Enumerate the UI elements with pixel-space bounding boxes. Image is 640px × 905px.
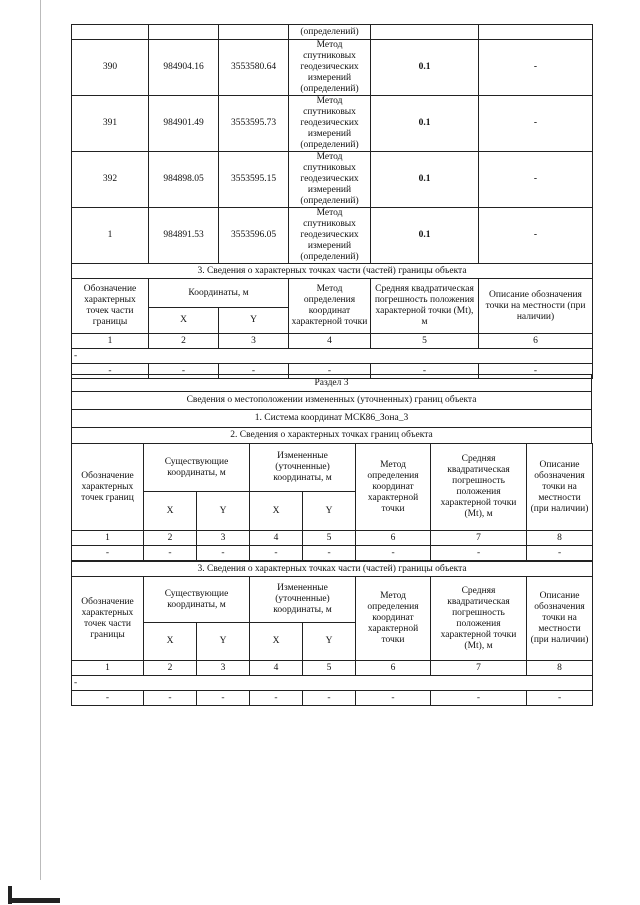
col-number: 5 (303, 661, 356, 676)
table-row (72, 152, 593, 208)
empty-cell: - (303, 691, 356, 706)
header-y: Y (219, 308, 289, 334)
header-y: Y (197, 623, 250, 661)
table-row (72, 208, 593, 264)
empty-cell: - (219, 364, 289, 379)
section-title: 3. Сведения о характерных точках части (частей) границы объекта (72, 562, 593, 577)
header-description: Описание обозначения точки на местности (при наличии) (527, 577, 593, 661)
empty-cell: - (479, 364, 593, 379)
part-boundary-points-table (71, 561, 593, 706)
col-number: 2 (144, 531, 197, 546)
coord-y: 3553595.15 (219, 152, 289, 208)
empty-cell: - (527, 546, 593, 561)
header-accuracy: Средняя квадратическая погрешность положения характерной точки (Mt), м (371, 279, 479, 334)
table-row (72, 25, 593, 40)
accuracy: 0.1 (371, 152, 479, 208)
empty-cell: - (356, 691, 431, 706)
header-description: Описание обозначения точки на местности (при наличии) (479, 279, 593, 334)
header-row (72, 444, 593, 492)
accuracy: 0.1 (371, 40, 479, 96)
empty-cell: - (72, 546, 144, 561)
description: - (479, 40, 593, 96)
part-label: - (72, 349, 593, 364)
razdel-header-table (71, 374, 592, 444)
empty-cell: - (431, 691, 527, 706)
description (479, 25, 593, 40)
header-row (72, 577, 593, 623)
method: (определений) (289, 25, 371, 40)
col-number: 5 (303, 531, 356, 546)
description: - (479, 208, 593, 264)
empty-cell: - (431, 546, 527, 561)
method: Метод спутниковых геодезических измерений (определений) (289, 40, 371, 96)
header-description: Описание обозначения точки на местности (при наличии) (527, 444, 593, 531)
header-y: Y (303, 492, 356, 531)
coord-x: 984891.53 (149, 208, 219, 264)
col-number: 6 (356, 661, 431, 676)
header-method: Метод определения координат характерной точки (356, 577, 431, 661)
razdel-row (72, 375, 592, 392)
coord-x: 984898.05 (149, 152, 219, 208)
table-row (72, 40, 593, 96)
method: Метод спутниковых геодезических измерений (определений) (289, 96, 371, 152)
coord-y (219, 25, 289, 40)
header-existing: Существующие координаты, м (144, 444, 250, 492)
empty-cell: - (303, 546, 356, 561)
empty-cell: - (149, 364, 219, 379)
section-title: 3. Сведения о характерных точках части (частей) границы объекта (72, 264, 593, 279)
empty-cell: - (371, 364, 479, 379)
number-row (72, 334, 593, 349)
description: - (479, 96, 593, 152)
part-row (72, 349, 593, 364)
empty-cell: - (289, 364, 371, 379)
header-method: Метод определения координат характерной точки (356, 444, 431, 531)
scan-margin-line (40, 0, 41, 880)
part-label: - (72, 676, 593, 691)
col-number: 2 (144, 661, 197, 676)
empty-cell: - (144, 546, 197, 561)
header-x: X (144, 492, 197, 531)
col-number: 1 (72, 334, 149, 349)
method: Метод спутниковых геодезических измерений (определений) (289, 152, 371, 208)
header-x: X (149, 308, 219, 334)
razdel-row (72, 392, 592, 410)
description: - (479, 152, 593, 208)
header-point: Обозначение характерных точек части границы (72, 279, 149, 334)
header-y: Y (303, 623, 356, 661)
col-number: 4 (289, 334, 371, 349)
section-title-row (72, 562, 593, 577)
col-number: 8 (527, 531, 593, 546)
point-number: 1 (72, 208, 149, 264)
header-coords: Координаты, м (149, 279, 289, 308)
header-y: Y (197, 492, 250, 531)
coord-y: 3553580.64 (219, 40, 289, 96)
accuracy (371, 25, 479, 40)
col-number: 7 (431, 531, 527, 546)
empty-cell: - (197, 691, 250, 706)
table-row (72, 96, 593, 152)
col-number: 4 (250, 531, 303, 546)
col-number: 1 (72, 661, 144, 676)
razdel-row (72, 428, 592, 444)
empty-cell: - (72, 364, 149, 379)
header-changed: Измененные (уточненные) координаты, м (250, 577, 356, 623)
coord-x (149, 25, 219, 40)
header-method: Метод определения координат характерной точки (289, 279, 371, 334)
empty-cell: - (144, 691, 197, 706)
coord-y: 3553596.05 (219, 208, 289, 264)
col-number: 2 (149, 334, 219, 349)
header-x: X (250, 492, 303, 531)
boundary-points-table (71, 443, 593, 561)
coordinate-system: 1. Система координат МСК86_Зона_3 (72, 410, 592, 428)
col-number: 4 (250, 661, 303, 676)
col-number: 5 (371, 334, 479, 349)
header-changed: Измененные (уточненные) координаты, м (250, 444, 356, 492)
scan-corner-mark (8, 898, 60, 903)
col-number: 7 (431, 661, 527, 676)
razdel-title: Раздел 3 (72, 375, 592, 392)
table-row (72, 546, 593, 561)
header-point: Обозначение характерных точек границ (72, 444, 144, 531)
empty-cell: - (250, 691, 303, 706)
col-number: 6 (356, 531, 431, 546)
col-number: 3 (197, 531, 250, 546)
col-number: 3 (219, 334, 289, 349)
razdel-subtitle: Сведения о местоположении измененных (уточненных) границ объекта (72, 392, 592, 410)
coord-y: 3553595.73 (219, 96, 289, 152)
coord-x: 984904.16 (149, 40, 219, 96)
col-number: 8 (527, 661, 593, 676)
method: Метод спутниковых геодезических измерений (определений) (289, 208, 371, 264)
number-row (72, 661, 593, 676)
empty-cell: - (527, 691, 593, 706)
coord-x: 984901.49 (149, 96, 219, 152)
header-x: X (250, 623, 303, 661)
table-row (72, 691, 593, 706)
part-row (72, 676, 593, 691)
header-accuracy: Средняя квадратическая погрешность положения характерной точки (Mt), м (431, 444, 527, 531)
section-title-row (72, 264, 593, 279)
coordinates-table-continued (71, 24, 593, 379)
col-number: 6 (479, 334, 593, 349)
empty-cell: - (356, 546, 431, 561)
empty-cell: - (197, 546, 250, 561)
col-number: 1 (72, 531, 144, 546)
header-x: X (144, 623, 197, 661)
point-number: 391 (72, 96, 149, 152)
accuracy: 0.1 (371, 96, 479, 152)
number-row (72, 531, 593, 546)
point-number (72, 25, 149, 40)
header-point: Обозначение характерных точек части границы (72, 577, 144, 661)
header-row (72, 279, 593, 308)
section-title: 2. Сведения о характерных точках границ объекта (72, 428, 592, 444)
empty-cell: - (72, 691, 144, 706)
header-existing: Существующие координаты, м (144, 577, 250, 623)
razdel-row (72, 410, 592, 428)
empty-cell: - (250, 546, 303, 561)
col-number: 3 (197, 661, 250, 676)
accuracy: 0.1 (371, 208, 479, 264)
header-accuracy: Средняя квадратическая погрешность положения характерной точки (Mt), м (431, 577, 527, 661)
point-number: 392 (72, 152, 149, 208)
point-number: 390 (72, 40, 149, 96)
